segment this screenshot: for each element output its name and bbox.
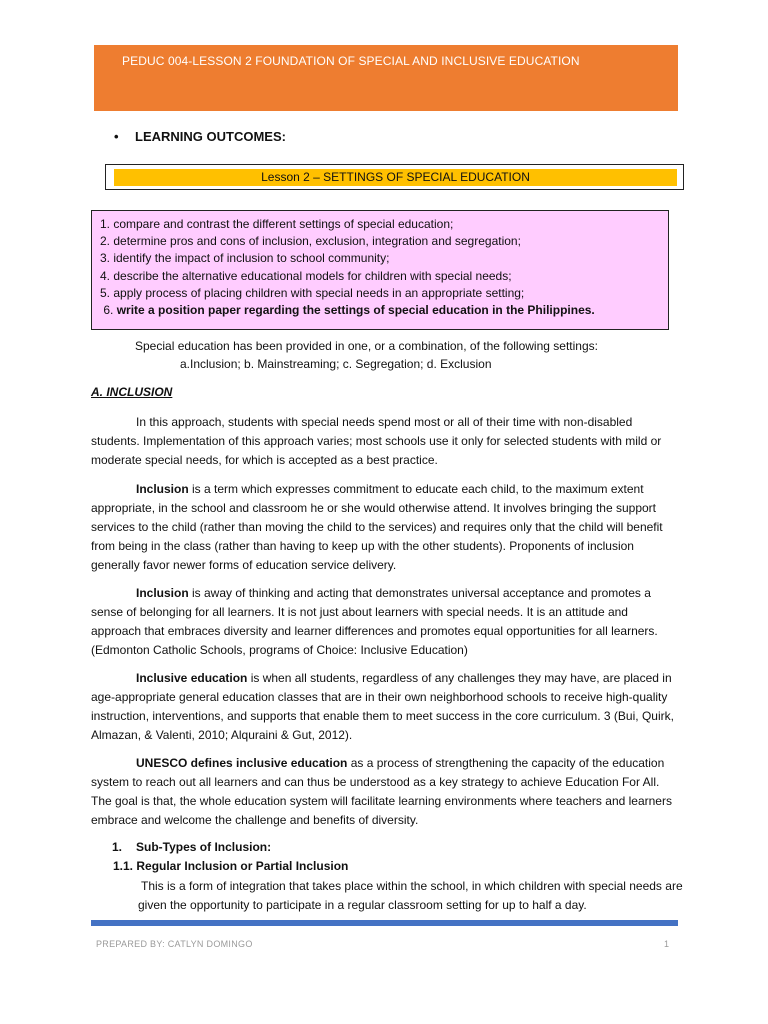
objective-item-6: [100, 302, 668, 319]
term-inclusive-education: Inclusive education: [136, 671, 248, 685]
objectives-box: [91, 210, 669, 330]
paragraph-5: [91, 754, 681, 830]
bullet-icon: •: [114, 129, 119, 144]
learning-outcomes-label: LEARNING OUTCOMES:: [135, 129, 286, 144]
footer-prepared-by: PREPARED BY: CATLYN DOMINGO: [96, 939, 253, 949]
lesson-banner-box: [105, 164, 684, 190]
objective-item: 4. describe the alternative educational models for children with special needs;: [100, 268, 512, 283]
document-title: PEDUC 004-LESSON 2 FOUNDATION OF SPECIAL AND INCLUSIVE EDUCATION: [122, 54, 580, 68]
subtypes-title: Sub-Types of Inclusion:: [136, 840, 272, 854]
footer-divider: [91, 920, 678, 926]
subtypes-heading: [112, 840, 271, 854]
objective-6-number: 6.: [100, 303, 117, 318]
learning-outcomes-heading: [114, 129, 286, 144]
paragraph-5-text: as a process of strengthening the capacity of the education system to reach out all learners and can thus be understood as a key strategy to achieve Education For All. The goal is that, the whole education system will facilitate learning environments where teachers and learners embrace and welcome the challenge and benefits of diversity.: [91, 756, 672, 827]
subtype-1-body: This is a form of integration that takes place within the school, in which children with special needs are given the opportunity to participate in a regular classroom setting for up to half a day.: [138, 879, 683, 912]
header-bar: [94, 45, 678, 111]
lesson-banner: Lesson 2 – SETTINGS OF SPECIAL EDUCATION: [114, 169, 677, 186]
paragraph-3-text: is away of thinking and acting that demonstrates universal acceptance and promotes a sense of belonging for all learners. It is not just about learners with special needs. It is an attitude and approach that embraces diversity and learner differences and promotes equal opportunities for all learners.(Edmonton Catholic Schools, programs of Choice: Inclusive Education): [91, 586, 658, 657]
paragraph-1: In this approach, students with special needs spend most or all of their time with non-disabled students. Implementation of this approach varies; most schools use it only for selected students with mild or moderate special needs, for which is accepted as a best practice.: [91, 415, 662, 467]
paragraph-2: [91, 480, 681, 575]
objective-item: 3. identify the impact of inclusion to school community;: [100, 251, 390, 266]
paragraph-3: [91, 584, 681, 660]
subtype-1-title: 1.1. Regular Inclusion or Partial Inclusion: [113, 859, 349, 873]
term-unesco-definition: UNESCO defines inclusive education: [136, 756, 348, 770]
settings-list: a.Inclusion; b. Mainstreaming; c. Segregation; d. Exclusion: [180, 357, 492, 371]
settings-intro: Special education has been provided in one, or a combination, of the following settings:: [135, 339, 598, 353]
objective-6-text: write a position paper regarding the settings of special education in the Philippines.: [116, 303, 595, 318]
section-a-title: A. INCLUSION: [91, 385, 173, 399]
objective-item: 1. compare and contrast the different settings of special education;: [100, 217, 454, 231]
term-inclusion: Inclusion: [136, 482, 189, 496]
paragraph-4-text: is when all students, regardless of any challenges they may have, are placed in age-appropriate general education classes that are in their own neighborhood schools to receive high-quality instruction, interventions, and supports that enable them to meet success in the core curriculum. 3 (Bui, Quirk, Almazan, & Valenti, 2010; Alquraini & Gut, 2012).: [91, 671, 674, 742]
objective-item: 5. apply process of placing children with special needs in an appropriate setting;: [100, 285, 525, 300]
paragraph-2-text: is a term which expresses commitment to educate each child, to the maximum extent appropriate, in the school and classroom he or she would otherwise attend. It involves bringing the support services to the child (rather than moving the child to the services) and requires only that the child will benefit from being in the class (rather than having to keep up with the other students). Proponents of inclusion generally favor newer forms of education service delivery.: [91, 482, 663, 572]
objective-item: 2. determine pros and cons of inclusion, exclusion, integration and segregation;: [100, 234, 521, 249]
subtypes-number: 1.: [112, 840, 123, 854]
page-number: 1: [664, 939, 670, 949]
paragraph-4: [91, 669, 681, 745]
term-inclusion: Inclusion: [136, 586, 189, 600]
